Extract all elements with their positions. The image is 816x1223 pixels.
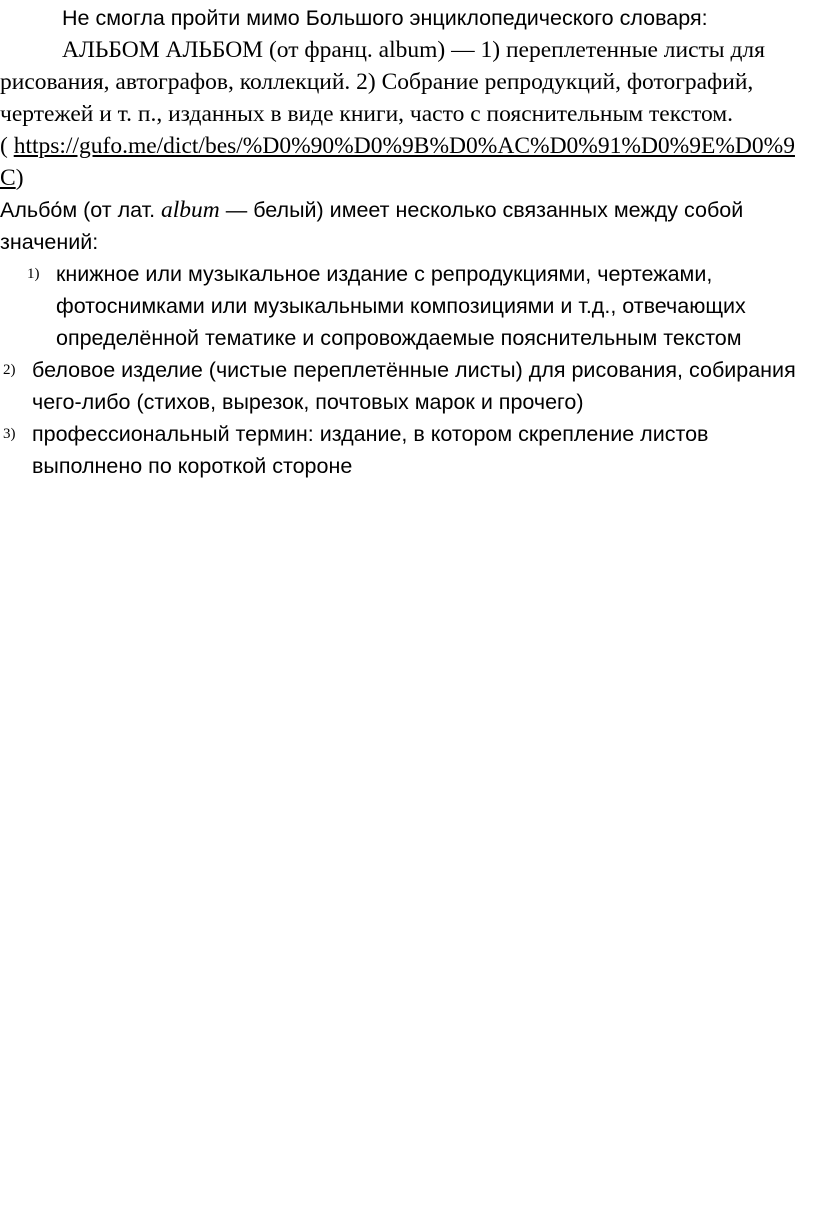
list-item-number: 3) (3, 426, 16, 442)
dictionary-entry (0, 34, 812, 194)
meanings-list (0, 258, 816, 482)
definition-latin-word: album (161, 197, 220, 223)
list-item-text: книжное или музыкальное издание с репродукциями, чертежами, фотоснимками или музыкальными композициями и т.д., отвечающих определённой тематике и сопровождаемые пояснительным текстом (56, 262, 746, 350)
list-item-text: профессиональный термин: издание, в котором скрепление листов выполнено по короткой стороне (32, 422, 709, 478)
dictionary-entry-text: АЛЬБОМ АЛЬБОМ (от франц. album) — 1) переплетенные листы для рисования, автографов, коллекций. 2) Собрание репродукций, фотографий, чертежей и т. п., изданных в виде книги, часто с пояснительным текстом. (0, 37, 765, 127)
list-item-number: 2) (3, 362, 16, 378)
intro-paragraph: Не смогла пройти мимо Большого энциклопедического словаря: (62, 6, 708, 30)
list-item-number: 1) (27, 266, 40, 282)
list-item (0, 258, 816, 354)
definition-paragraph (0, 194, 812, 258)
list-item (0, 418, 812, 482)
definition-rest: — белый) имеет несколько связанных между собой значений: (0, 198, 744, 254)
source-link[interactable]: https://gufo.me/dict/bes/%D0%90%D0%9B%D0%AC%D0%91%D0%9E%D0%9C (0, 133, 795, 191)
link-open-paren: ( (0, 133, 14, 159)
link-close-paren: ) (15, 165, 24, 191)
list-item-text: беловое изделие (чистые переплетённые листы) для рисования, собирания чего-либо (стихов, вырезок, почтовых марок и прочего) (32, 358, 796, 414)
definition-lead: Альбо́м (от лат. (0, 198, 162, 222)
list-item (0, 354, 812, 418)
